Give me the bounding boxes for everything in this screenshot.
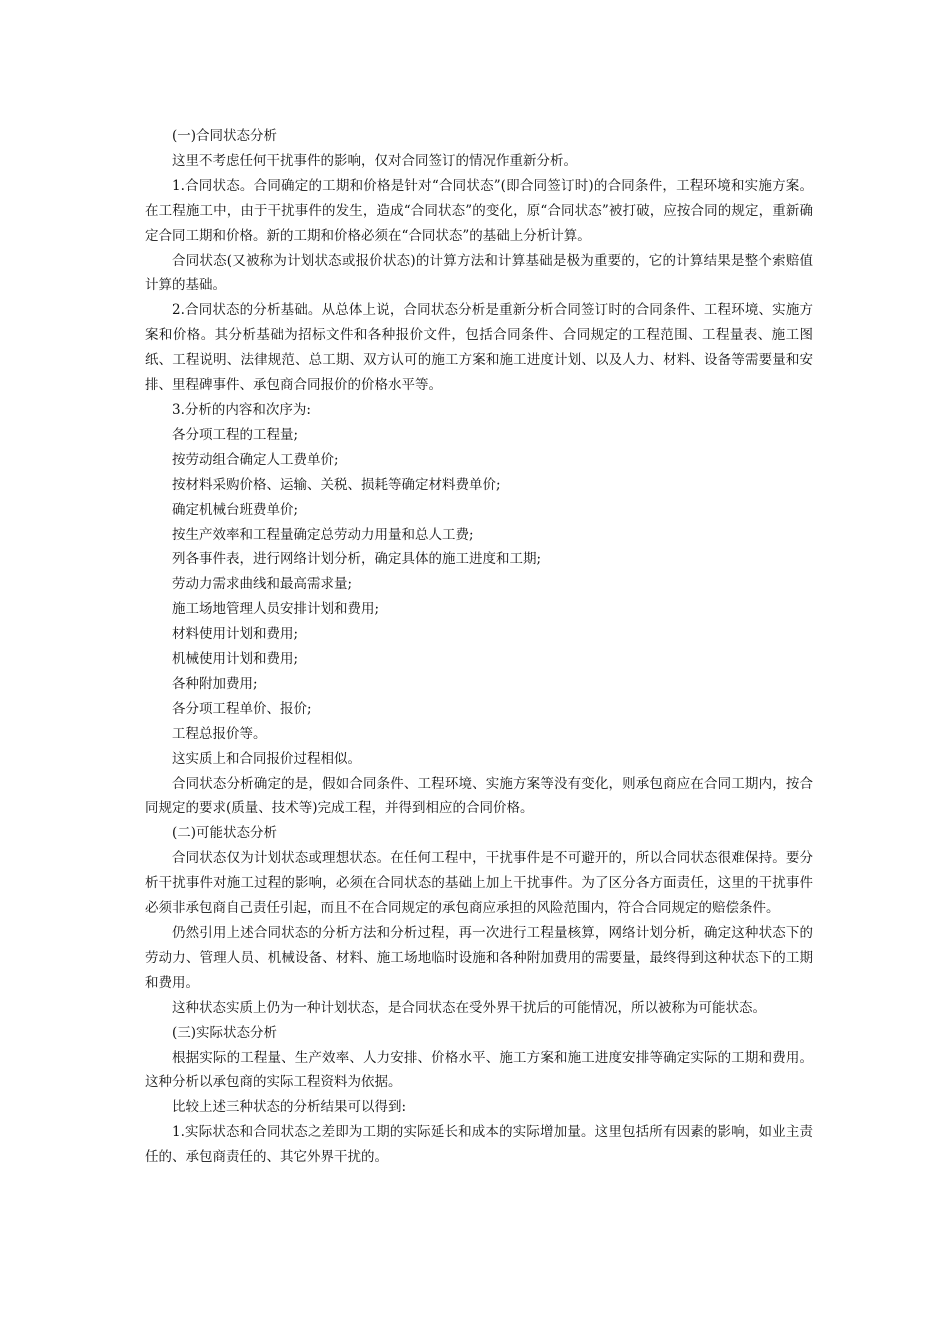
paragraph: 根据实际的工程量、生产效率、人力安排、价格水平、施工方案和施工进度安排等确定实际的工期和费用。这种分析以承包商的实际工程资料为依据。 [145, 1049, 813, 1091]
paragraph: 比较上述三种状态的分析结果可以得到: [172, 1099, 407, 1116]
section-heading: (三)实际状态分析 [172, 1024, 278, 1041]
list-item: 各分项工程单价、报价; [172, 700, 312, 717]
paragraph: 1.实际状态和合同状态之差即为工期的实际延长和成本的实际增加量。这里包括所有因素的影响，如业主责任的、承包商责任的、其它外界干扰的。 [145, 1124, 813, 1166]
section-heading: (一)合同状态分析 [172, 128, 278, 144]
list-item: 按材料采购价格、运输、关税、损耗等确定材料费单价; [172, 476, 501, 493]
paragraph: 合同状态仅为计划状态或理想状态。在任何工程中，干扰事件是不可避开的，所以合同状态很难保持。要分析干扰事件对施工过程的影响，必须在合同状态的基础上加上干扰事件。为了区分各方面责任，这里的干扰事件必须非承包商自己责任引起，而且不在合同规定的承包商应承担的风险范围内，符合合同规定的赔偿条件。 [145, 850, 813, 917]
list-item: 各分项工程的工程量; [172, 426, 299, 443]
paragraph: 这实质上和合同报价过程相似。 [172, 750, 361, 767]
paragraph: 合同状态(又被称为计划状态或报价状态)的计算方法和计算基础是极为重要的，它的计算结果是整个索赔值计算的基础。 [145, 252, 813, 294]
paragraph: 这里不考虑任何干扰事件的影响，仅对合同签订的情况作重新分析。 [172, 152, 577, 169]
list-item: 机械使用计划和费用; [172, 651, 299, 668]
paragraph: 3.分析的内容和次序为: [172, 401, 311, 418]
paragraph: 仍然引用上述合同状态的分析方法和分析过程，再一次进行工程量核算，网络计划分析，确定这种状态下的劳动力、管理人员、机械设备、材料、施工场地临时设施和各种附加费用的需要量，最终得到这种状态下的工期和费用。 [145, 925, 813, 991]
document-body [145, 124, 813, 1170]
paragraph: 这种状态实质上仍为一种计划状态，是合同状态在受外界干扰后的可能情况，所以被称为可能状态。 [172, 999, 766, 1016]
list-item: 按劳动组合确定人工费单价; [172, 451, 339, 468]
list-item: 按生产效率和工程量确定总劳动力用量和总人工费; [172, 526, 474, 543]
list-item: 劳动力需求曲线和最高需求量; [172, 576, 353, 593]
list-item: 施工场地管理人员安排计划和费用; [172, 601, 380, 618]
paragraph: 合同状态分析确定的是，假如合同条件、工程环境、实施方案等没有变化，则承包商应在合同工期内，按合同规定的要求(质量、技术等)完成工程，并得到相应的合同价格。 [145, 775, 813, 817]
paragraph: 1.合同状态。合同确定的工期和价格是针对“合同状态”(即合同签订时)的合同条件，工程环境和实施方案。在工程施工中，由于干扰事件的发生，造成“合同状态”的变化，原“合同状态”被打破，应按合同的规定，重新确定合同工期和价格。新的工期和价格必须在“合同状态”的基础上分析计算。 [145, 177, 813, 244]
list-item: 材料使用计划和费用; [172, 626, 299, 643]
list-item: 确定机械台班费单价; [172, 501, 299, 518]
list-item: 各种附加费用; [172, 675, 258, 692]
paragraph: 2.合同状态的分析基础。从总体上说，合同状态分析是重新分析合同签订时的合同条件、工程环境、实施方案和价格。其分析基础为招标文件和各种报价文件，包括合同条件、合同规定的工程范围、工程量表、施工图纸、工程说明、法律规范、总工期、双方认可的施工方案和施工进度计划、以及人力、材料、设备等需要量和安排、里程碑事件、承包商合同报价的价格水平等。 [145, 302, 813, 394]
section-heading: (二)可能状态分析 [172, 825, 278, 842]
list-item: 工程总报价等。 [172, 725, 267, 742]
list-item: 列各事件表，进行网络计划分析，确定具体的施工进度和工期; [172, 551, 542, 568]
